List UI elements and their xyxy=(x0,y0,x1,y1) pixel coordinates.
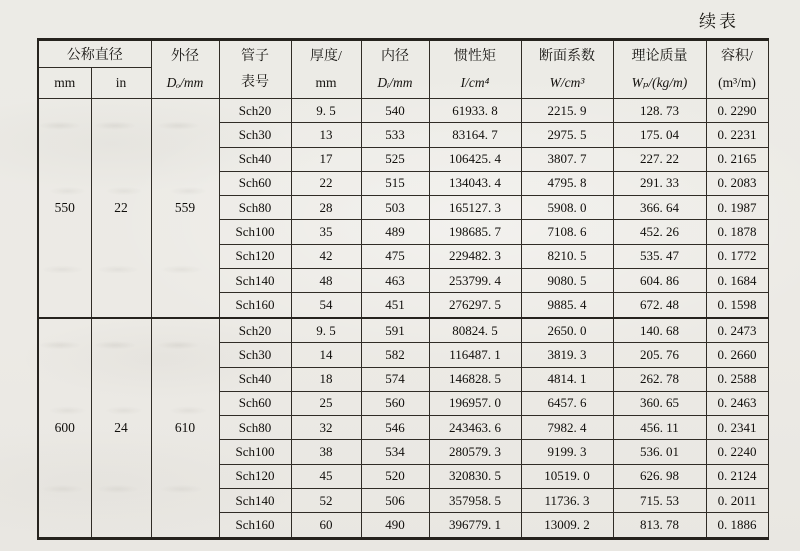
inner-diameter-cell: 451 xyxy=(361,293,429,318)
thickness-cell: 22 xyxy=(291,171,361,195)
thickness-cell: 52 xyxy=(291,488,361,512)
theoretical-mass-cell: 227. 22 xyxy=(613,147,706,171)
section-modulus-cell: 7108. 6 xyxy=(521,220,613,244)
moment-of-inertia-cell: 357958. 5 xyxy=(429,488,521,512)
volume-cell: 0. 2124 xyxy=(706,464,768,488)
thickness-cell: 32 xyxy=(291,416,361,440)
volume-cell: 0. 2240 xyxy=(706,440,768,464)
header-schedule-label-1: 管子 xyxy=(241,48,269,64)
inner-diameter-cell: 490 xyxy=(361,513,429,539)
theoretical-mass-cell: 626. 98 xyxy=(613,464,706,488)
theoretical-mass-cell: 175. 04 xyxy=(613,123,706,147)
theoretical-mass-cell: 813. 78 xyxy=(613,513,706,539)
header-schedule-label-2: 表号 xyxy=(241,74,269,90)
header-nominal-diameter: 公称直径 xyxy=(38,40,151,68)
moment-of-inertia-cell: 116487. 1 xyxy=(429,343,521,367)
schedule-cell: Sch80 xyxy=(219,416,291,440)
schedule-cell: Sch60 xyxy=(219,171,291,195)
thickness-cell: 28 xyxy=(291,196,361,220)
moment-of-inertia-cell: 61933. 8 xyxy=(429,99,521,123)
header-volume-label: 容积/ xyxy=(721,48,753,64)
theoretical-mass-cell: 360. 65 xyxy=(613,391,706,415)
section-modulus-cell: 10519. 0 xyxy=(521,464,613,488)
header-section-modulus-symbol: W/cm³ xyxy=(549,74,585,90)
schedule-cell: Sch120 xyxy=(219,464,291,488)
pipe-spec-table xyxy=(37,38,769,540)
section-modulus-cell: 4814. 1 xyxy=(521,367,613,391)
moment-of-inertia-cell: 165127. 3 xyxy=(429,196,521,220)
inner-diameter-cell: 591 xyxy=(361,318,429,343)
volume-cell: 0. 2660 xyxy=(706,343,768,367)
header-outer-diameter-label: 外径 xyxy=(171,48,199,64)
schedule-cell: Sch140 xyxy=(219,488,291,512)
moment-of-inertia-cell: 83164. 7 xyxy=(429,123,521,147)
schedule-cell: Sch100 xyxy=(219,440,291,464)
table-header xyxy=(38,40,768,99)
nominal-in-cell: 22 xyxy=(91,99,151,318)
header-outer-diameter xyxy=(151,40,219,99)
volume-cell: 0. 1772 xyxy=(706,244,768,268)
header-unit-mm: mm xyxy=(38,68,91,99)
table-row xyxy=(38,99,768,123)
inner-diameter-cell: 560 xyxy=(361,391,429,415)
header-inner-diameter-label: 内径 xyxy=(381,48,409,64)
section-modulus-cell: 4795. 8 xyxy=(521,171,613,195)
moment-of-inertia-cell: 134043. 4 xyxy=(429,171,521,195)
volume-cell: 0. 2290 xyxy=(706,99,768,123)
header-section-modulus-label: 断面系数 xyxy=(539,48,595,64)
moment-of-inertia-cell: 320830. 5 xyxy=(429,464,521,488)
header-thickness-label: 厚度/ xyxy=(310,48,342,64)
volume-cell: 0. 2463 xyxy=(706,391,768,415)
volume-cell: 0. 1987 xyxy=(706,196,768,220)
table-row xyxy=(38,318,768,343)
schedule-cell: Sch140 xyxy=(219,268,291,292)
section-modulus-cell: 9080. 5 xyxy=(521,268,613,292)
thickness-cell: 17 xyxy=(291,147,361,171)
inner-diameter-cell: 515 xyxy=(361,171,429,195)
thickness-cell: 54 xyxy=(291,293,361,318)
theoretical-mass-cell: 291. 33 xyxy=(613,171,706,195)
volume-cell: 0. 1598 xyxy=(706,293,768,318)
schedule-cell: Sch20 xyxy=(219,99,291,123)
theoretical-mass-cell: 536. 01 xyxy=(613,440,706,464)
continued-table-label: 续表 xyxy=(699,12,739,31)
thickness-cell: 48 xyxy=(291,268,361,292)
header-outer-diameter-symbol: Dₒ/mm xyxy=(166,74,204,90)
volume-cell: 0. 2011 xyxy=(706,488,768,512)
thickness-cell: 18 xyxy=(291,367,361,391)
moment-of-inertia-cell: 280579. 3 xyxy=(429,440,521,464)
header-volume-unit: (m³/m) xyxy=(718,74,756,90)
volume-cell: 0. 1886 xyxy=(706,513,768,539)
thickness-cell: 9. 5 xyxy=(291,318,361,343)
section-modulus-cell: 2975. 5 xyxy=(521,123,613,147)
volume-cell: 0. 2165 xyxy=(706,147,768,171)
schedule-cell: Sch30 xyxy=(219,123,291,147)
section-modulus-cell: 3807. 7 xyxy=(521,147,613,171)
volume-cell: 0. 1878 xyxy=(706,220,768,244)
header-unit-in: in xyxy=(91,68,151,99)
nominal-mm-cell: 600 xyxy=(38,318,91,539)
schedule-cell: Sch80 xyxy=(219,196,291,220)
diameter-group-550 xyxy=(38,99,768,318)
theoretical-mass-cell: 535. 47 xyxy=(613,244,706,268)
schedule-cell: Sch120 xyxy=(219,244,291,268)
moment-of-inertia-cell: 253799. 4 xyxy=(429,268,521,292)
theoretical-mass-cell: 456. 11 xyxy=(613,416,706,440)
header-row-top xyxy=(38,40,768,68)
inner-diameter-cell: 546 xyxy=(361,416,429,440)
pipe-spec-table-wrap xyxy=(37,38,769,540)
thickness-cell: 60 xyxy=(291,513,361,539)
volume-cell: 0. 2231 xyxy=(706,123,768,147)
theoretical-mass-cell: 452. 26 xyxy=(613,220,706,244)
moment-of-inertia-cell: 196957. 0 xyxy=(429,391,521,415)
header-volume xyxy=(706,40,768,99)
thickness-cell: 38 xyxy=(291,440,361,464)
moment-of-inertia-cell: 198685. 7 xyxy=(429,220,521,244)
volume-cell: 0. 1684 xyxy=(706,268,768,292)
inner-diameter-cell: 533 xyxy=(361,123,429,147)
header-inner-diameter xyxy=(361,40,429,99)
volume-cell: 0. 2083 xyxy=(706,171,768,195)
theoretical-mass-cell: 205. 76 xyxy=(613,343,706,367)
theoretical-mass-cell: 366. 64 xyxy=(613,196,706,220)
section-modulus-cell: 8210. 5 xyxy=(521,244,613,268)
section-modulus-cell: 5908. 0 xyxy=(521,196,613,220)
header-thickness-unit: mm xyxy=(315,74,337,90)
thickness-cell: 25 xyxy=(291,391,361,415)
inner-diameter-cell: 489 xyxy=(361,220,429,244)
volume-cell: 0. 2341 xyxy=(706,416,768,440)
header-theoretical-mass-label: 理论质量 xyxy=(631,48,688,64)
header-moment-of-inertia-label: 惯性矩 xyxy=(454,48,496,64)
nominal-in-cell: 24 xyxy=(91,318,151,539)
inner-diameter-cell: 534 xyxy=(361,440,429,464)
section-modulus-cell: 13009. 2 xyxy=(521,513,613,539)
theoretical-mass-cell: 672. 48 xyxy=(613,293,706,318)
schedule-cell: Sch160 xyxy=(219,293,291,318)
moment-of-inertia-cell: 146828. 5 xyxy=(429,367,521,391)
theoretical-mass-cell: 140. 68 xyxy=(613,318,706,343)
header-schedule xyxy=(219,40,291,99)
theoretical-mass-cell: 128. 73 xyxy=(613,99,706,123)
moment-of-inertia-cell: 80824. 5 xyxy=(429,318,521,343)
schedule-cell: Sch160 xyxy=(219,513,291,539)
schedule-cell: Sch60 xyxy=(219,391,291,415)
section-modulus-cell: 6457. 6 xyxy=(521,391,613,415)
thickness-cell: 35 xyxy=(291,220,361,244)
section-modulus-cell: 9199. 3 xyxy=(521,440,613,464)
thickness-cell: 42 xyxy=(291,244,361,268)
thickness-cell: 45 xyxy=(291,464,361,488)
theoretical-mass-cell: 604. 86 xyxy=(613,268,706,292)
inner-diameter-cell: 475 xyxy=(361,244,429,268)
inner-diameter-cell: 520 xyxy=(361,464,429,488)
header-moment-of-inertia-symbol: I/cm⁴ xyxy=(460,74,490,90)
inner-diameter-cell: 503 xyxy=(361,196,429,220)
thickness-cell: 13 xyxy=(291,123,361,147)
thickness-cell: 14 xyxy=(291,343,361,367)
nominal-mm-cell: 550 xyxy=(38,99,91,318)
header-thickness xyxy=(291,40,361,99)
header-moment-of-inertia xyxy=(429,40,521,99)
schedule-cell: Sch100 xyxy=(219,220,291,244)
volume-cell: 0. 2588 xyxy=(706,367,768,391)
inner-diameter-cell: 582 xyxy=(361,343,429,367)
moment-of-inertia-cell: 396779. 1 xyxy=(429,513,521,539)
inner-diameter-cell: 463 xyxy=(361,268,429,292)
theoretical-mass-cell: 262. 78 xyxy=(613,367,706,391)
theoretical-mass-cell: 715. 53 xyxy=(613,488,706,512)
outer-diameter-value-cell: 559 xyxy=(151,99,219,318)
diameter-group-600 xyxy=(38,318,768,539)
moment-of-inertia-cell: 243463. 6 xyxy=(429,416,521,440)
inner-diameter-cell: 525 xyxy=(361,147,429,171)
section-modulus-cell: 11736. 3 xyxy=(521,488,613,512)
header-inner-diameter-symbol: Dᵢ/mm xyxy=(377,74,413,90)
section-modulus-cell: 3819. 3 xyxy=(521,343,613,367)
moment-of-inertia-cell: 229482. 3 xyxy=(429,244,521,268)
outer-diameter-value-cell: 610 xyxy=(151,318,219,539)
thickness-cell: 9. 5 xyxy=(291,99,361,123)
moment-of-inertia-cell: 276297. 5 xyxy=(429,293,521,318)
inner-diameter-cell: 540 xyxy=(361,99,429,123)
header-section-modulus xyxy=(521,40,613,99)
schedule-cell: Sch30 xyxy=(219,343,291,367)
section-modulus-cell: 9885. 4 xyxy=(521,293,613,318)
schedule-cell: Sch20 xyxy=(219,318,291,343)
schedule-cell: Sch40 xyxy=(219,147,291,171)
inner-diameter-cell: 574 xyxy=(361,367,429,391)
volume-cell: 0. 2473 xyxy=(706,318,768,343)
moment-of-inertia-cell: 106425. 4 xyxy=(429,147,521,171)
header-theoretical-mass xyxy=(613,40,706,99)
section-modulus-cell: 2215. 9 xyxy=(521,99,613,123)
inner-diameter-cell: 506 xyxy=(361,488,429,512)
section-modulus-cell: 7982. 4 xyxy=(521,416,613,440)
header-theoretical-mass-symbol: Wₚ/(kg/m) xyxy=(631,74,688,90)
section-modulus-cell: 2650. 0 xyxy=(521,318,613,343)
schedule-cell: Sch40 xyxy=(219,367,291,391)
